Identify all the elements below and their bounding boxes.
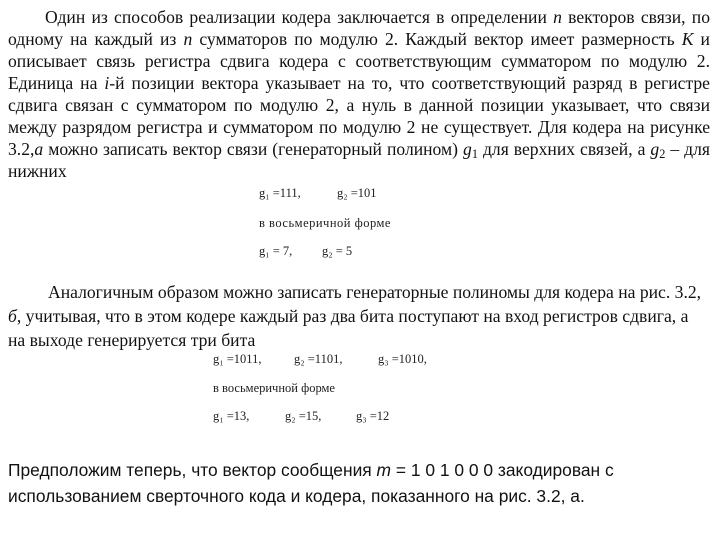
text-segment: = 1 0 1 0 0 0 закодирован с использованием сверточного кода и кодера, показанного на рис. 3.2, а. bbox=[8, 460, 614, 506]
variable-n: n bbox=[183, 29, 193, 49]
subscript: 1 bbox=[471, 147, 478, 161]
formula2-octal-label: в восьмеричной форме bbox=[213, 381, 335, 395]
formula2-g1-octal: g₁ =13, bbox=[213, 409, 250, 423]
figure-ref-a: а bbox=[34, 139, 44, 159]
symbol-g: g bbox=[463, 139, 472, 159]
subscript: 2 bbox=[659, 147, 666, 161]
formula2-g1-binary: g₁ =1011, bbox=[213, 352, 262, 366]
formula1-g1-octal: g₁ = 7, bbox=[259, 244, 293, 258]
variable-i: i bbox=[104, 73, 110, 93]
symbol-g: g bbox=[650, 139, 660, 159]
text-segment: Аналогичным образом можно записать генераторные полиномы для кодера на рис. 3.2, bbox=[48, 282, 702, 302]
text-segment: сумматоров по модулю 2. Каждый вектор имеет размерность bbox=[192, 29, 682, 49]
paragraph-encoder-vectors bbox=[8, 6, 710, 182]
paragraph-message-vector bbox=[8, 457, 710, 509]
formula1-g1-binary: g₁ =111, bbox=[259, 186, 301, 200]
variable-k: K bbox=[681, 29, 694, 49]
formula1-g2-octal: g₂ = 5 bbox=[322, 244, 353, 258]
text-segment: можно записать вектор связи (генераторный полином) bbox=[43, 139, 464, 159]
formula1-octal-label: в восьмеричной форме bbox=[259, 216, 391, 230]
paragraph-generator-polynomials bbox=[8, 280, 710, 352]
formula1-g2-binary: g₂ =101 bbox=[337, 186, 377, 200]
formula2-g2-binary: g₂ =1101, bbox=[294, 352, 343, 366]
formula2-g3-binary: g₃ =1010, bbox=[378, 352, 427, 366]
figure-ref-b: б bbox=[8, 306, 17, 326]
formula2-g2-octal: g₂ =15, bbox=[285, 409, 322, 423]
variable-m: m bbox=[376, 460, 392, 480]
text-segment: -й позиции вектора указывает на то, что соответствующий разряд в регистре сдвига связан с сумматором по модулю 2, а нуль в данной позиции указывает, что связи между разрядом регистра и сумматором по модулю 2 не существует. Для кодера на рисунке 3.2, bbox=[8, 73, 710, 159]
text-segment: – для нижних bbox=[8, 139, 710, 181]
variable-n: n bbox=[553, 7, 562, 27]
formula2-g3-octal: g₃ =12 bbox=[356, 409, 390, 423]
text-segment: Один из способов реализации кодера заключается в определении bbox=[45, 7, 554, 27]
text-segment: векторов связи, по одному на каждый из bbox=[8, 7, 710, 49]
text-segment: , учитывая, что в этом кодере каждый раз два бита поступают на вход регистров сдвига, а на выходе генерируется три бита bbox=[8, 306, 689, 350]
text-segment: Предположим теперь, что вектор сообщения bbox=[8, 460, 377, 480]
text-segment: и описывает связь регистра сдвига кодера с соответствующим сумматором по модулю 2. Единица на bbox=[8, 29, 710, 93]
text-segment: для верхних связей, а bbox=[477, 139, 651, 159]
